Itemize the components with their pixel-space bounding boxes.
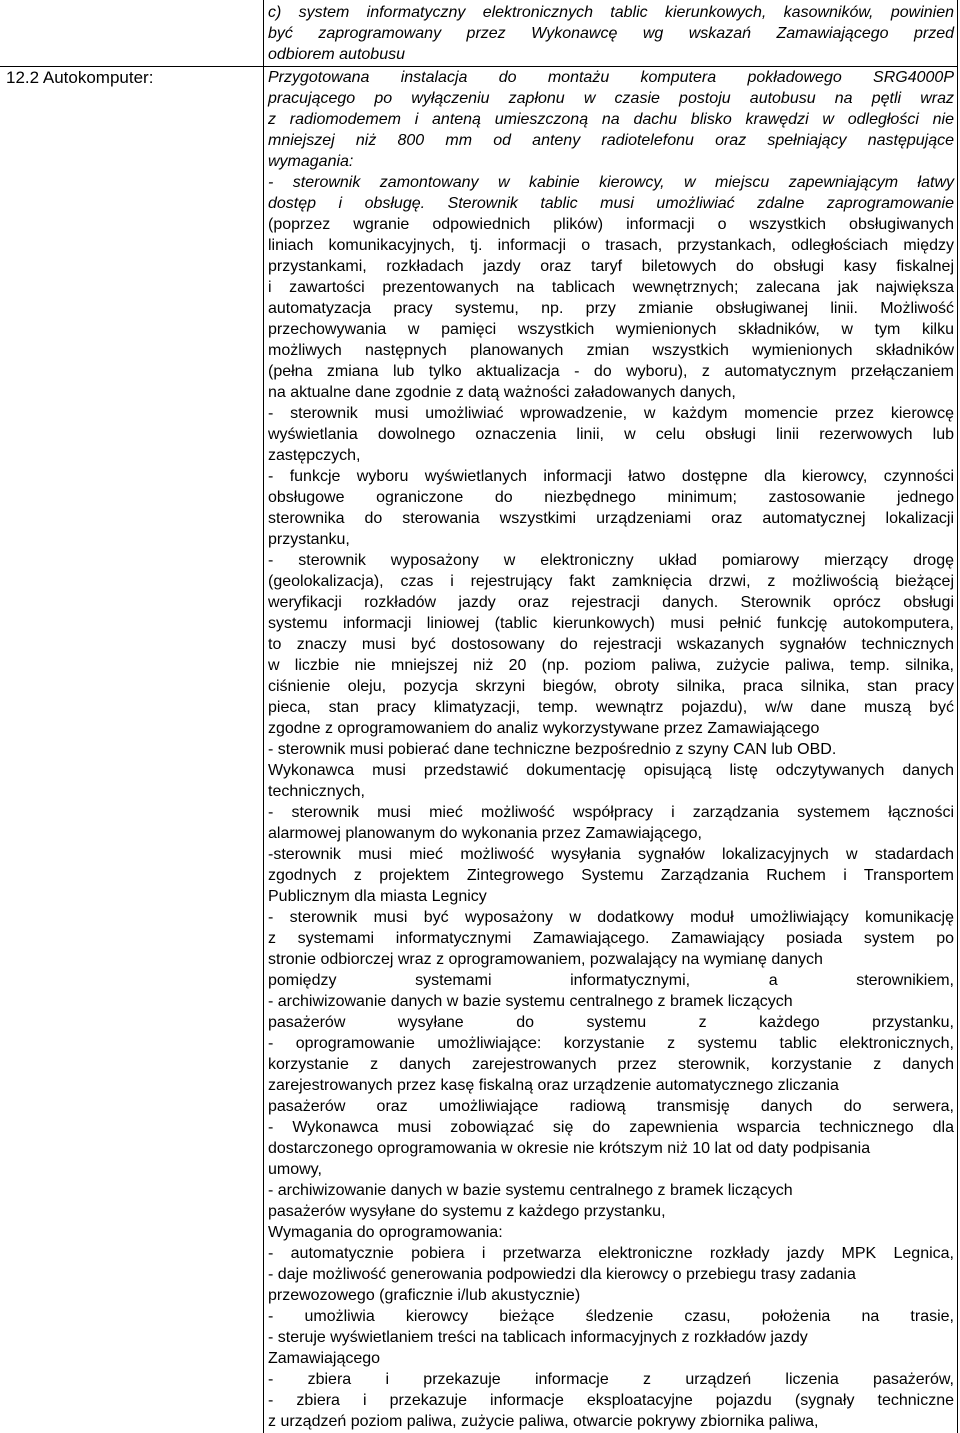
text-line: obsługowe ograniczone do niezbędnego minimum; zastosowanie jednego — [268, 489, 954, 506]
text-line: Wymagania do oprogramowania: — [268, 1224, 503, 1241]
text-line: zastępczych, — [268, 447, 361, 464]
table-right-border — [957, 0, 958, 1433]
text-line: pasażerów wysyłane do systemu z każdego przystanku, — [268, 1203, 666, 1220]
text-line: odbiorem autobusu — [268, 46, 405, 63]
text-line: (poprzez wgranie odpowiednich plików) informacji o wszystkich obsługiwanych — [268, 216, 954, 233]
text-line: wymagania: — [268, 153, 354, 170]
text-line: Wykonawca musi przedstawić dokumentację opisującą listę odczytywanych danych — [268, 762, 954, 779]
text-line: - sterownik musi pobierać dane techniczne bezpośrednio z szyny CAN lub OBD. — [268, 741, 837, 758]
text-line: pasażerów oraz umożliwiające radiową transmisję danych do serwera, — [268, 1098, 954, 1115]
text-line: - umożliwia kierowcy bieżące śledzenie czasu, położenia na trasie, — [268, 1308, 954, 1325]
text-line: - funkcje wyboru wyświetlanych informacji łatwo dostępne dla kierowcy, czynności — [268, 468, 954, 485]
text-line: Przygotowana instalacja do montażu komputera pokładowego SRG4000P — [268, 69, 954, 86]
text-line: alarmowej planowanym do wykonania przez Zamawiającego, — [268, 825, 702, 842]
section-label: 12.2 Autokomputer: — [6, 68, 154, 87]
text-line: na aktualne dane zgodnie z datą ważności załadowanych danych, — [268, 384, 736, 401]
text-line: w liczbie nie mniejszej niż 20 (np. poziom paliwa, zużycie paliwa, temp. silnika, — [268, 657, 954, 674]
top-paragraph — [268, 2, 954, 65]
text-line: - sterownik musi mieć możliwość współpracy i zarządzania systemem łączności — [268, 804, 954, 821]
text-line: przewozowego (graficznie i/lub akustycznie) — [268, 1287, 581, 1304]
text-line: pieca, stan pracy klimatyzacji, temp. wewnątrz pojazdu), w/w dane muszą być — [268, 699, 954, 716]
text-line: - archiwizowanie danych w bazie systemu centralnego z bramek liczących — [268, 1182, 793, 1199]
text-line: być zaprogramowany przez Wykonawcę wg wskazań Zamawiającego przed — [268, 25, 954, 42]
text-line: - sterownik musi być wyposażony w dodatkowy moduł umożliwiający komunikację — [268, 909, 954, 926]
text-line: zgodne z oprogramowaniem do analiz wykorzystywane przez Zamawiającego — [268, 720, 820, 737]
text-line: ciśnienie oleju, pozycja skrzyni biegów, obroty silnika, praca silnika, stan pracy — [268, 678, 954, 695]
text-line: weryfikacji rozkładów jazdy oraz rejestracji danych. Sterownik oprócz obsługi — [268, 594, 954, 611]
text-line: i zawartości prezentowanych na tablicach wewnętrznych; zalecana jak największa — [268, 279, 954, 296]
text-line: - oprogramowanie umożliwiające: korzystanie z systemu tablic elektronicznych, — [268, 1035, 954, 1052]
text-line: sterownika do sterowania wszystkimi urządzeniami oraz automatycznej lokalizacji — [268, 510, 954, 527]
text-line: przystanku, — [268, 531, 350, 548]
text-line: możliwych następnych planowanych zmian wszystkich wymienionych składników — [268, 342, 954, 359]
text-line: - automatycznie pobiera i przetwarza elektroniczne rozkłady jazdy MPK Legnica, — [268, 1245, 954, 1262]
text-line: pracującego po wyłączeniu zapłonu w czasie postoju autobusu na pętli wraz — [268, 90, 954, 107]
text-line: (pełna zmiana lub tylko aktualizacja - do wyboru), z automatycznym przełączaniem — [268, 363, 954, 380]
text-line: technicznych, — [268, 783, 365, 800]
text-line: przechowywania w pamięci wszystkich wymienionych składników, w tym kilku — [268, 321, 954, 338]
text-line: pomiędzy systemami informatycznymi, a sterownikiem, — [268, 972, 954, 989]
text-line: - sterownik zamontowany w kabinie kierowcy, w miejscu zapewniającym łatwy — [268, 174, 954, 191]
text-line: z systemami informatycznymi Zamawiającego. Zamawiający posiada system po — [268, 930, 954, 947]
text-line: - archiwizowanie danych w bazie systemu centralnego z bramek liczących — [268, 993, 793, 1010]
text-line: zarejestrowanych przez kasę fiskalną oraz urządzenie automatycznego zliczania — [268, 1077, 839, 1094]
text-line: c) system informatyczny elektronicznych tablic kierunkowych, kasowników, powinien — [268, 4, 954, 21]
text-line: dostarczonego oprogramowania w okresie nie krótszym niż 10 lat od daty podpisania — [268, 1140, 871, 1157]
text-line: automatyzacja pracy systemu, np. przy zmianie obsługiwanej linii. Możliwość — [268, 300, 954, 317]
text-line: (geolokalizacja), czas i rejestrujący fakt zamknięcia drzwi, z możliwością bieżącej — [268, 573, 954, 590]
text-line: Zamawiającego — [268, 1350, 381, 1367]
text-line: - daje możliwość generowania podpowiedzi dla kierowcy o przebiegu trasy zadania — [268, 1266, 856, 1283]
text-line: zgodnych z projektem Zintegrowego Systemu Zarządzania Ruchem i Transportem — [268, 867, 954, 884]
text-line: z radiomodemem i anteną umieszczoną na dachu blisko krawędzi w odległości nie — [268, 111, 954, 128]
text-line: stronie odbiorczej wraz z oprogramowaniem, pozwalający na wymianę danych — [268, 951, 823, 968]
text-line: - zbiera i przekazuje informacje eksploatacyjne pojazdu (sygnały techniczne — [268, 1392, 954, 1409]
text-line: - Wykonawca musi zobowiązać się do zapewnienia wsparcia technicznego dla — [268, 1119, 954, 1136]
text-line: Publicznym dla miasta Legnicy — [268, 888, 487, 905]
text-line: z urządzeń poziom paliwa, zużycie paliwa, otwarcie pokrywy zbiornika paliwa, — [268, 1413, 819, 1430]
text-line: pasażerów wysyłane do systemu z każdego przystanku, — [268, 1014, 954, 1031]
text-line: wyświetlania dowolnego oznaczenia linii, w celu obsługi linii rezerwowych lub — [268, 426, 954, 443]
text-line: liniach komunikacyjnych, tj. informacji o trasach, przystankach, odległościach między — [268, 237, 954, 254]
text-line: umowy, — [268, 1161, 322, 1178]
table-column-divider — [263, 0, 264, 1433]
section-body — [268, 67, 954, 1432]
text-line: systemu informacji liniowej (tablic kierunkowych) musi pełnić funkcję autokomputera, — [268, 615, 954, 632]
text-line: - steruje wyświetlaniem treści na tablicach informacyjnych z rozkładów jazdy — [268, 1329, 808, 1346]
text-line: - sterownik wyposażony w elektroniczny układ pomiarowy mierzący drogę — [268, 552, 954, 569]
text-line: to znaczy musi być dostosowany do rejestracji wskazanych sygnałów technicznych — [268, 636, 954, 653]
text-line: dostęp i obsługę. Sterownik tablic musi umożliwiać zdalne zaprogramowanie — [268, 195, 954, 212]
text-line: -sterownik musi mieć możliwość wysyłania sygnałów lokalizacyjnych w stadardach — [268, 846, 954, 863]
text-line: - zbiera i przekazuje informacje z urządzeń liczenia pasażerów, — [268, 1371, 954, 1388]
text-line: przystankami, rozkładach jazdy oraz taryf biletowych do obsługi kasy fiskalnej — [268, 258, 954, 275]
text-line: korzystanie z danych zarejestrowanych przez sterownik, korzystanie z danych — [268, 1056, 954, 1073]
text-line: mniejszej niż 800 mm od anteny radiotelefonu oraz spełniający następujące — [268, 132, 954, 149]
text-line: - sterownik musi umożliwiać wprowadzenie, w każdym momencie przez kierowcę — [268, 405, 954, 422]
